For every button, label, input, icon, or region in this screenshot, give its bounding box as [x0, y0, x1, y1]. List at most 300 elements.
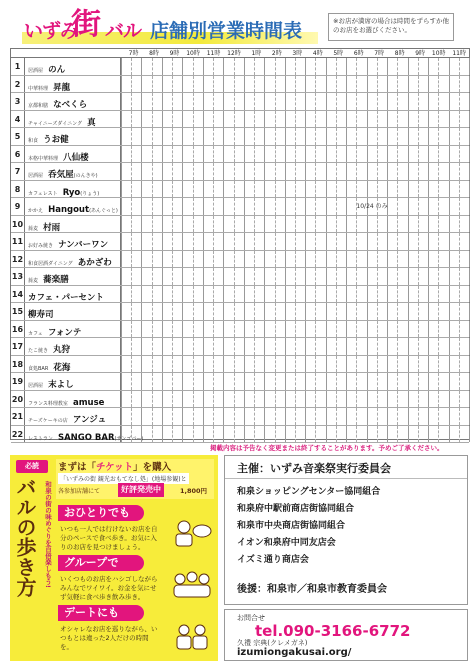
grid-line — [326, 426, 327, 443]
grid-line — [367, 338, 368, 355]
grid-line — [223, 181, 224, 198]
grid-line — [428, 356, 429, 373]
grid-line — [172, 268, 173, 285]
grid-line — [234, 251, 235, 268]
grid-line — [418, 408, 419, 425]
grid-line — [234, 233, 235, 250]
grid-line — [203, 286, 204, 303]
grid-line — [397, 408, 398, 425]
grid-line — [234, 58, 235, 75]
time-label: 7時 — [128, 50, 139, 57]
grid-line — [459, 408, 460, 425]
row-number: 14 — [11, 286, 25, 303]
grid-line — [449, 163, 450, 180]
grid-line — [131, 321, 132, 338]
grid-line — [121, 391, 122, 408]
grid-line — [285, 111, 286, 128]
grid-line — [418, 198, 419, 215]
grid-line — [356, 303, 357, 320]
table-row — [11, 163, 469, 181]
organizer-heading: 主催：いずみ音楽祭実行委員会 — [237, 462, 391, 475]
grid-line — [234, 356, 235, 373]
grid-line — [305, 163, 306, 180]
row-number: 15 — [11, 303, 25, 320]
grid-line — [152, 391, 153, 408]
grid-line — [367, 268, 368, 285]
grid-line — [193, 111, 194, 128]
grid-line — [356, 58, 357, 75]
must-read-badge: 必読 — [16, 460, 48, 473]
grid-line — [152, 373, 153, 390]
grid-line — [244, 233, 245, 250]
grid-line — [275, 58, 276, 75]
grid-line — [152, 198, 153, 215]
grid-line — [438, 198, 439, 215]
grid-line — [449, 321, 450, 338]
grid-line — [121, 338, 122, 355]
grid-line — [315, 373, 316, 390]
shop-category: 居酒屋 — [28, 383, 44, 389]
grid-line — [223, 303, 224, 320]
grid-line — [275, 321, 276, 338]
row-number: 17 — [11, 338, 25, 355]
grid-line — [244, 93, 245, 110]
shop-name: 真 — [87, 117, 96, 128]
grid-line — [449, 111, 450, 128]
grid-line — [264, 303, 265, 320]
grid-line — [152, 286, 153, 303]
grid-line — [285, 391, 286, 408]
grid-line — [121, 58, 122, 75]
grid-line — [162, 286, 163, 303]
shop-name-cell — [25, 251, 121, 268]
grid-line — [182, 146, 183, 163]
grid-line — [418, 303, 419, 320]
grid-line — [377, 58, 378, 75]
grid-line — [162, 93, 163, 110]
grid-line — [275, 391, 276, 408]
grid-line — [469, 286, 470, 303]
grid-line — [203, 426, 204, 443]
grid-line — [295, 356, 296, 373]
grid-line — [254, 146, 255, 163]
time-label: 5時 — [333, 50, 344, 57]
time-label: 3時 — [292, 50, 303, 57]
grid-line — [213, 408, 214, 425]
date-illustration-icon — [170, 621, 214, 651]
grid-line — [223, 356, 224, 373]
organizer-3: 和泉市中央商店街協同組合 — [237, 521, 346, 531]
grid-line — [469, 198, 470, 215]
grid-line — [315, 198, 316, 215]
grid-line — [428, 426, 429, 443]
grid-line — [152, 426, 153, 443]
grid-line — [469, 373, 470, 390]
grid-line — [152, 181, 153, 198]
grid-line — [285, 181, 286, 198]
grid-line — [172, 128, 173, 145]
grid-line — [459, 181, 460, 198]
grid-line — [223, 111, 224, 128]
grid-line — [223, 391, 224, 408]
phone-number[interactable]: tel.090-3166-6772 — [255, 622, 411, 640]
grid-line — [223, 146, 224, 163]
website-link[interactable]: izumiongakusai.org/ — [237, 647, 352, 658]
grid-line — [152, 76, 153, 93]
grid-line — [203, 391, 204, 408]
grid-line — [121, 251, 122, 268]
grid-line — [254, 391, 255, 408]
shop-name: 花海 — [53, 362, 71, 373]
hours-grid — [121, 408, 469, 425]
grid-line — [254, 373, 255, 390]
page-title: 店舗別営業時間表 — [150, 20, 303, 42]
grid-line — [418, 321, 419, 338]
grid-line — [438, 216, 439, 233]
grid-line — [438, 321, 439, 338]
grid-line — [336, 128, 337, 145]
grid-line — [418, 111, 419, 128]
solo-illustration-icon — [170, 517, 214, 547]
grid-line — [459, 146, 460, 163]
grid-line — [141, 338, 142, 355]
grid-line — [203, 146, 204, 163]
grid-line — [336, 303, 337, 320]
grid-line — [336, 321, 337, 338]
grid-line — [254, 356, 255, 373]
section-tag-solo: おひとりでも — [58, 505, 144, 521]
table-row — [11, 286, 469, 304]
shop-name-cell — [25, 128, 121, 145]
grid-line — [152, 93, 153, 110]
table-row — [11, 181, 469, 199]
grid-line — [141, 251, 142, 268]
grid-line — [275, 286, 276, 303]
grid-line — [182, 338, 183, 355]
grid-line — [275, 356, 276, 373]
grid-line — [131, 163, 132, 180]
grid-line — [336, 338, 337, 355]
grid-line — [152, 268, 153, 285]
shop-category: 本格中華料理 — [28, 155, 59, 162]
grid-line — [469, 338, 470, 355]
grid-line — [449, 76, 450, 93]
shop-name-cell — [25, 181, 121, 198]
grid-line — [295, 321, 296, 338]
how-to-subtitle: 和泉の街の味めぐりを百倍楽しもう! — [44, 481, 52, 588]
grid-line — [285, 58, 286, 75]
hours-grid — [121, 76, 469, 93]
shop-category: 和食 — [28, 138, 39, 144]
time-label: 8時 — [394, 50, 405, 57]
grid-line — [285, 356, 286, 373]
grid-line — [244, 338, 245, 355]
grid-line — [131, 146, 132, 163]
grid-line — [449, 198, 450, 215]
ticket-box — [56, 459, 214, 499]
grid-line — [264, 373, 265, 390]
shop-reading: (あんぐっと) — [89, 208, 118, 214]
grid-line — [203, 303, 204, 320]
grid-line — [377, 268, 378, 285]
table-row — [11, 303, 469, 321]
row-number: 1 — [11, 58, 25, 75]
grid-line — [285, 286, 286, 303]
grid-line — [131, 76, 132, 93]
shop-name: 蕎楽膳 — [43, 275, 69, 285]
grid-line — [326, 58, 327, 75]
grid-line — [131, 181, 132, 198]
grid-line — [131, 391, 132, 408]
grid-line — [418, 286, 419, 303]
grid-line — [346, 128, 347, 145]
grid-line — [438, 426, 439, 443]
grid-line — [172, 426, 173, 443]
grid-line — [264, 181, 265, 198]
grid-line — [203, 111, 204, 128]
grid-line — [377, 233, 378, 250]
grid-line — [377, 426, 378, 443]
grid-line — [131, 233, 132, 250]
grid-line — [367, 426, 368, 443]
shop-category: お好み焼き — [28, 243, 54, 249]
grid-line — [346, 391, 347, 408]
shop-name: なべくら — [53, 100, 88, 110]
grid-line — [223, 163, 224, 180]
grid-line — [193, 146, 194, 163]
grid-line — [418, 268, 419, 285]
shop-name: フォンテ — [47, 327, 82, 338]
grid-line — [315, 303, 316, 320]
grid-line — [428, 268, 429, 285]
grid-line — [152, 233, 153, 250]
grid-line — [326, 111, 327, 128]
grid-line — [356, 163, 357, 180]
grid-line — [356, 93, 357, 110]
grid-line — [469, 163, 470, 180]
shop-name-cell — [25, 286, 121, 303]
grid-line — [469, 76, 470, 93]
row-number: 21 — [11, 408, 25, 425]
grid-line — [203, 198, 204, 215]
grid-line — [264, 338, 265, 355]
grid-line — [438, 146, 439, 163]
shop-name-cell — [25, 321, 121, 338]
grid-line — [315, 216, 316, 233]
grid-line — [244, 373, 245, 390]
grid-line — [438, 58, 439, 75]
hours-grid — [121, 93, 469, 110]
grid-line — [367, 76, 368, 93]
grid-line — [223, 233, 224, 250]
grid-line — [305, 251, 306, 268]
grid-line — [244, 128, 245, 145]
grid-line — [121, 286, 122, 303]
grid-line — [428, 76, 429, 93]
grid-line — [152, 321, 153, 338]
grid-line — [213, 303, 214, 320]
grid-line — [275, 233, 276, 250]
grid-line — [418, 93, 419, 110]
grid-line — [275, 303, 276, 320]
grid-line — [336, 93, 337, 110]
grid-line — [367, 128, 368, 145]
grid-line — [141, 408, 142, 425]
grid-line — [397, 391, 398, 408]
grid-line — [121, 233, 122, 250]
grid-line — [356, 128, 357, 145]
grid-line — [397, 216, 398, 233]
grid-line — [449, 128, 450, 145]
grid-line — [377, 303, 378, 320]
grid-line — [356, 216, 357, 233]
table-row — [11, 391, 469, 409]
grid-line — [264, 76, 265, 93]
grid-line — [254, 303, 255, 320]
grid-line — [285, 251, 286, 268]
grid-line — [244, 268, 245, 285]
grid-line — [438, 93, 439, 110]
table-row — [11, 233, 469, 251]
grid-line — [469, 268, 470, 285]
grid-line — [449, 233, 450, 250]
grid-line — [305, 111, 306, 128]
grid-line — [346, 268, 347, 285]
grid-line — [244, 426, 245, 443]
grid-line — [275, 146, 276, 163]
grid-line — [367, 58, 368, 75]
grid-line — [428, 58, 429, 75]
grid-line — [459, 391, 460, 408]
grid-line — [449, 146, 450, 163]
time-label: 10時 — [186, 50, 200, 57]
organizer-2: 和泉府中駅前商店街協同組合 — [237, 504, 355, 514]
grid-line — [131, 128, 132, 145]
grid-line — [285, 268, 286, 285]
grid-line — [223, 268, 224, 285]
grid-line — [459, 356, 460, 373]
grid-line — [428, 373, 429, 390]
grid-line — [397, 321, 398, 338]
grid-line — [244, 391, 245, 408]
grid-line — [234, 426, 235, 443]
grid-line — [234, 408, 235, 425]
grid-line — [141, 111, 142, 128]
grid-line — [305, 408, 306, 425]
grid-line — [449, 181, 450, 198]
grid-line — [408, 111, 409, 128]
grid-line — [459, 286, 460, 303]
grid-line — [367, 146, 368, 163]
grid-line — [356, 233, 357, 250]
grid-line — [295, 111, 296, 128]
grid-line — [449, 373, 450, 390]
grid-line — [295, 216, 296, 233]
shop-name: 柳寿司 — [28, 310, 54, 320]
grid-line — [203, 251, 204, 268]
grid-line — [193, 198, 194, 215]
grid-line — [387, 93, 388, 110]
grid-line — [336, 268, 337, 285]
grid-line — [223, 338, 224, 355]
grid-line — [141, 356, 142, 373]
grid-line — [459, 216, 460, 233]
grid-line — [223, 373, 224, 390]
grid-line — [244, 58, 245, 75]
grid-line — [162, 408, 163, 425]
grid-line — [346, 338, 347, 355]
grid-line — [408, 128, 409, 145]
grid-line — [336, 181, 337, 198]
grid-line — [172, 58, 173, 75]
grid-line — [346, 233, 347, 250]
grid-line — [387, 181, 388, 198]
grid-line — [182, 286, 183, 303]
grid-line — [213, 198, 214, 215]
grid-line — [449, 58, 450, 75]
grid-line — [469, 216, 470, 233]
grid-line — [428, 391, 429, 408]
grid-line — [141, 373, 142, 390]
grid-line — [377, 373, 378, 390]
grid-line — [387, 111, 388, 128]
grid-line — [305, 391, 306, 408]
grid-line — [131, 216, 132, 233]
grid-line — [244, 163, 245, 180]
grid-line — [305, 198, 306, 215]
grid-line — [254, 181, 255, 198]
grid-line — [264, 321, 265, 338]
grid-line — [121, 128, 122, 145]
shop-name-cell — [25, 373, 121, 390]
grid-line — [397, 233, 398, 250]
hours-grid — [121, 321, 469, 338]
shop-category: カフェレスト — [28, 190, 58, 197]
grid-line — [152, 408, 153, 425]
shop-name-cell — [25, 268, 121, 285]
grid-line — [377, 146, 378, 163]
grid-line — [141, 321, 142, 338]
grid-line — [356, 268, 357, 285]
grid-line — [172, 356, 173, 373]
grid-line — [315, 76, 316, 93]
organizer-5: イズミ通り商店会 — [237, 555, 309, 565]
grid-line — [367, 286, 368, 303]
grid-line — [152, 303, 153, 320]
grid-line — [356, 286, 357, 303]
divider — [225, 478, 467, 479]
grid-line — [285, 426, 286, 443]
grid-line — [203, 216, 204, 233]
hours-grid — [121, 216, 469, 233]
grid-line — [408, 303, 409, 320]
grid-line — [315, 356, 316, 373]
shop-reading: (りょう) — [80, 190, 100, 197]
grid-line — [223, 76, 224, 93]
grid-line — [397, 198, 398, 215]
grid-line — [275, 373, 276, 390]
grid-line — [315, 268, 316, 285]
grid-line — [213, 233, 214, 250]
grid-line — [162, 391, 163, 408]
grid-line — [346, 321, 347, 338]
row-number: 11 — [11, 233, 25, 250]
grid-line — [326, 93, 327, 110]
grid-line — [305, 58, 306, 75]
grid-line — [295, 391, 296, 408]
shop-name-cell — [25, 111, 121, 128]
grid-line — [295, 268, 296, 285]
